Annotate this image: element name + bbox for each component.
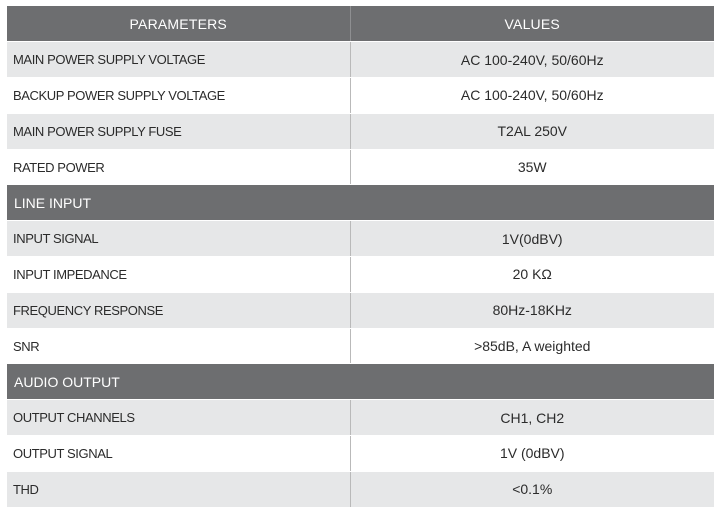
header-values: VALUES [350, 6, 714, 42]
param-label: THD [7, 471, 350, 507]
param-label: BACKUP POWER SUPPLY VOLTAGE [7, 78, 350, 114]
param-value: 35W [350, 149, 714, 185]
table-row [7, 113, 714, 149]
param-label: INPUT IMPEDANCE [7, 257, 350, 293]
param-value: T2AL 250V [350, 113, 714, 149]
section-title: AUDIO OUTPUT [7, 364, 714, 400]
table-row [7, 328, 714, 364]
section-header-line-input [7, 185, 714, 221]
table-row [7, 221, 714, 257]
param-label: INPUT SIGNAL [7, 221, 350, 257]
param-value: <0.1% [350, 471, 714, 507]
table-row [7, 471, 714, 507]
section-header-audio-output [7, 364, 714, 400]
param-label: OUTPUT CHANNELS [7, 400, 350, 436]
table-header [7, 6, 714, 42]
param-value: 20 KΩ [350, 257, 714, 293]
param-label: RATED POWER [7, 149, 350, 185]
param-label: FREQUENCY RESPONSE [7, 292, 350, 328]
table-row [7, 400, 714, 436]
param-value: >85dB, A weighted [350, 328, 714, 364]
table-row [7, 292, 714, 328]
param-value: CH1, CH2 [350, 400, 714, 436]
table-row [7, 436, 714, 472]
header-parameters: PARAMETERS [7, 6, 350, 42]
spec-table [7, 6, 714, 508]
param-label: SNR [7, 328, 350, 364]
section-title: LINE INPUT [7, 185, 714, 221]
param-value: 1V(0dBV) [350, 221, 714, 257]
param-value: AC 100-240V, 50/60Hz [350, 78, 714, 114]
param-label: MAIN POWER SUPPLY FUSE [7, 113, 350, 149]
table-row [7, 42, 714, 78]
param-label: MAIN POWER SUPPLY VOLTAGE [7, 42, 350, 78]
param-value: AC 100-240V, 50/60Hz [350, 42, 714, 78]
param-value: 1V (0dBV) [350, 436, 714, 472]
param-value: 80Hz-18KHz [350, 292, 714, 328]
table-row [7, 78, 714, 114]
table-row [7, 257, 714, 293]
table-row [7, 149, 714, 185]
param-label: OUTPUT SIGNAL [7, 436, 350, 472]
